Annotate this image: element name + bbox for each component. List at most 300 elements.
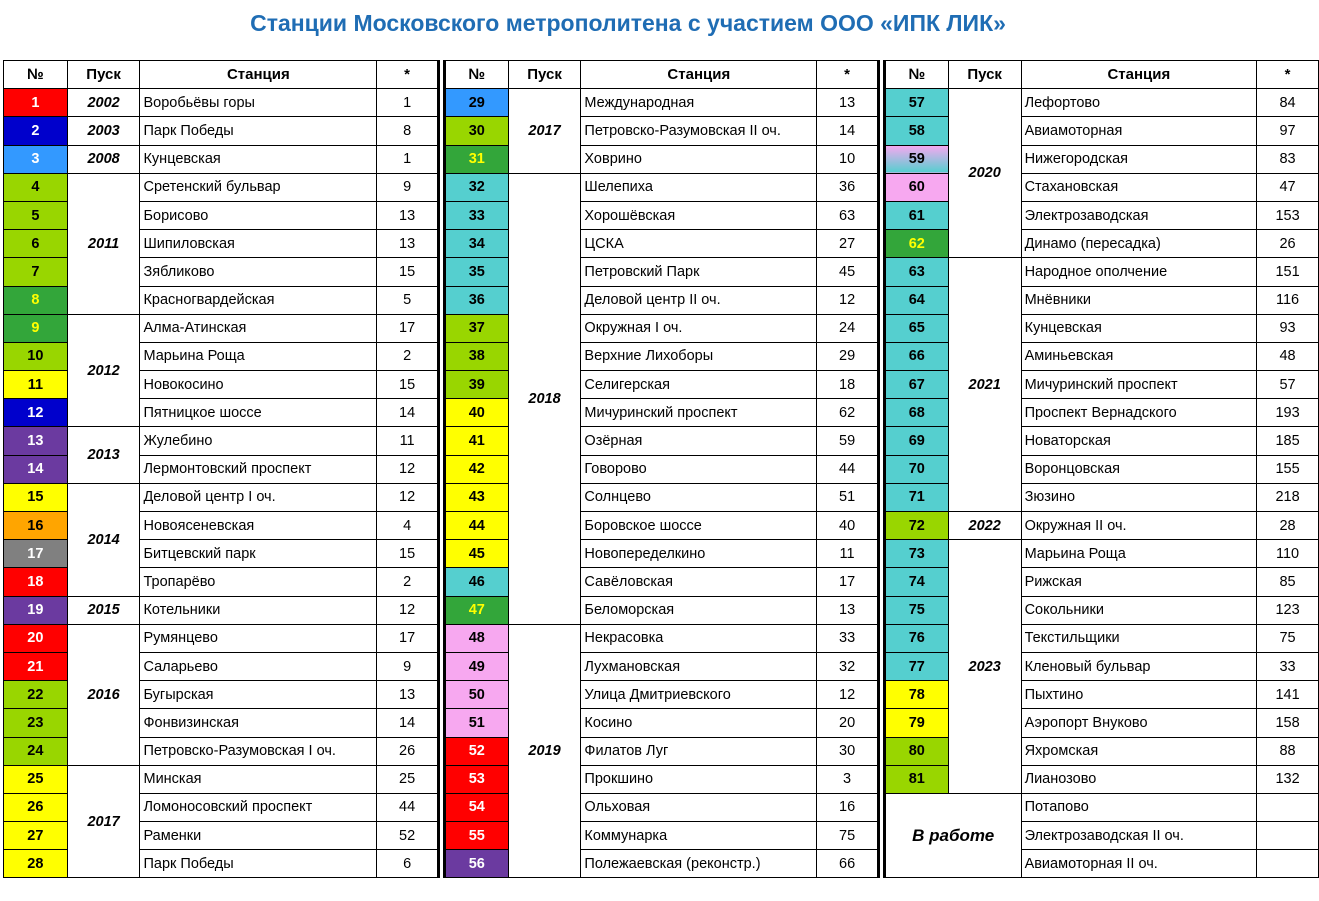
station-number: 71 (884, 483, 948, 511)
station-number: 45 (444, 540, 508, 568)
table-row (4, 371, 1319, 399)
station-name: Сокольники (1021, 596, 1257, 624)
station-name: Беломорская (581, 596, 817, 624)
station-name: Парк Победы (140, 850, 377, 878)
station-number: 29 (444, 89, 508, 117)
column-divider (878, 822, 884, 850)
station-name: Парк Победы (140, 117, 377, 145)
station-count: 17 (377, 624, 439, 652)
station-count: 30 (817, 737, 879, 765)
station-name: Кунцевская (140, 145, 377, 173)
station-name: Новоясеневская (140, 512, 377, 540)
table-row (4, 145, 1319, 173)
launch-year: 2013 (67, 427, 140, 483)
station-count: 8 (377, 117, 439, 145)
station-count: 13 (377, 230, 439, 258)
station-count: 83 (1257, 145, 1319, 173)
station-count: 218 (1257, 483, 1319, 511)
station-count: 33 (817, 624, 879, 652)
station-name: Ховрино (581, 145, 817, 173)
station-name: Хорошёвская (581, 201, 817, 229)
station-name: Электрозаводская (1021, 201, 1257, 229)
stations-table-wrap (3, 60, 1319, 878)
launch-year: 2023 (948, 540, 1021, 794)
launch-year: 2012 (67, 314, 140, 427)
station-number: 60 (884, 173, 948, 201)
station-number: 19 (4, 596, 68, 624)
station-name: Улица Дмитриевского (581, 681, 817, 709)
station-number: 53 (444, 765, 508, 793)
station-count: 12 (817, 286, 879, 314)
table-row (4, 342, 1319, 370)
station-name: Верхние Лихоборы (581, 342, 817, 370)
table-row (4, 201, 1319, 229)
station-number: 74 (884, 568, 948, 596)
station-name: ЦСКА (581, 230, 817, 258)
table-row (4, 286, 1319, 314)
table-row (4, 512, 1319, 540)
station-number: 80 (884, 737, 948, 765)
station-name: Бугырская (140, 681, 377, 709)
station-count: 110 (1257, 540, 1319, 568)
station-count: 25 (377, 765, 439, 793)
table-row (4, 399, 1319, 427)
station-name: Текстильщики (1021, 624, 1257, 652)
station-name: Раменки (140, 822, 377, 850)
station-name: Алма-Атинская (140, 314, 377, 342)
station-name: Косино (581, 709, 817, 737)
station-count: 123 (1257, 596, 1319, 624)
launch-year: 2008 (67, 145, 140, 173)
station-number: 25 (4, 765, 68, 793)
station-name: Филатов Луг (581, 737, 817, 765)
station-count: 45 (817, 258, 879, 286)
station-name: Стахановская (1021, 173, 1257, 201)
station-name: Авиамоторная (1021, 117, 1257, 145)
station-name: Окружная I оч. (581, 314, 817, 342)
station-number: 75 (884, 596, 948, 624)
station-count: 158 (1257, 709, 1319, 737)
station-number: 2 (4, 117, 68, 145)
station-name: Саларьево (140, 652, 377, 680)
station-name: Зябликово (140, 258, 377, 286)
station-number: 34 (444, 230, 508, 258)
station-number: 7 (4, 258, 68, 286)
station-count: 5 (377, 286, 439, 314)
header-num: № (4, 61, 68, 89)
station-number: 51 (444, 709, 508, 737)
station-name: Новаторская (1021, 427, 1257, 455)
station-number: 56 (444, 850, 508, 878)
station-number: 62 (884, 230, 948, 258)
station-name: Тропарёво (140, 568, 377, 596)
station-number: 26 (4, 793, 68, 821)
station-name: Коммунарка (581, 822, 817, 850)
station-number: 43 (444, 483, 508, 511)
station-number: 77 (884, 652, 948, 680)
table-row (4, 737, 1319, 765)
station-count: 14 (817, 117, 879, 145)
station-count (1257, 822, 1319, 850)
station-count (1257, 793, 1319, 821)
station-count: 2 (377, 568, 439, 596)
station-count: 13 (377, 201, 439, 229)
station-name: Сретенский бульвар (140, 173, 377, 201)
station-number: 6 (4, 230, 68, 258)
station-number: 50 (444, 681, 508, 709)
station-count: 29 (817, 342, 879, 370)
station-count: 4 (377, 512, 439, 540)
station-name: Аминьевская (1021, 342, 1257, 370)
station-number: 20 (4, 624, 68, 652)
table-row (4, 765, 1319, 793)
table-row (4, 117, 1319, 145)
station-count: 33 (1257, 652, 1319, 680)
station-number: 31 (444, 145, 508, 173)
station-count: 12 (817, 681, 879, 709)
header-station: Станция (140, 61, 377, 89)
launch-year: 2017 (508, 89, 581, 174)
table-row (4, 652, 1319, 680)
station-number: 5 (4, 201, 68, 229)
station-number: 64 (884, 286, 948, 314)
station-number: 73 (884, 540, 948, 568)
table-row (4, 793, 1319, 821)
station-number: 76 (884, 624, 948, 652)
station-number: 18 (4, 568, 68, 596)
station-count: 14 (377, 399, 439, 427)
station-name: Лефортово (1021, 89, 1257, 117)
station-number: 23 (4, 709, 68, 737)
station-name: Народное ополчение (1021, 258, 1257, 286)
station-number: 24 (4, 737, 68, 765)
table-row (4, 483, 1319, 511)
station-name: Савёловская (581, 568, 817, 596)
station-count: 13 (817, 596, 879, 624)
station-name: Лухмановская (581, 652, 817, 680)
header-year: Пуск (948, 61, 1021, 89)
station-name: Некрасовка (581, 624, 817, 652)
station-name: Селигерская (581, 371, 817, 399)
station-number: 27 (4, 822, 68, 850)
station-number: 78 (884, 681, 948, 709)
station-number: 65 (884, 314, 948, 342)
station-count: 57 (1257, 371, 1319, 399)
station-number: 59 (884, 145, 948, 173)
station-number: 14 (4, 455, 68, 483)
table-row (4, 624, 1319, 652)
station-name: Полежаевская (реконстр.) (581, 850, 817, 878)
station-count: 153 (1257, 201, 1319, 229)
station-number: 40 (444, 399, 508, 427)
station-name: Шелепиха (581, 173, 817, 201)
station-number: 28 (4, 850, 68, 878)
table-row (4, 230, 1319, 258)
station-count: 75 (817, 822, 879, 850)
station-number: 47 (444, 596, 508, 624)
table-body (4, 89, 1319, 878)
station-name: Новопеределкино (581, 540, 817, 568)
station-name: Лианозово (1021, 765, 1257, 793)
station-number: 9 (4, 314, 68, 342)
station-number: 81 (884, 765, 948, 793)
station-count: 14 (377, 709, 439, 737)
station-name: Боровское шоссе (581, 512, 817, 540)
station-count: 151 (1257, 258, 1319, 286)
station-number: 61 (884, 201, 948, 229)
station-number: 57 (884, 89, 948, 117)
station-count: 66 (817, 850, 879, 878)
station-name: Динамо (пересадка) (1021, 230, 1257, 258)
station-number: 37 (444, 314, 508, 342)
station-number: 49 (444, 652, 508, 680)
station-count: 1 (377, 145, 439, 173)
station-count: 185 (1257, 427, 1319, 455)
station-name: Деловой центр I оч. (140, 483, 377, 511)
station-count: 47 (1257, 173, 1319, 201)
station-name: Котельники (140, 596, 377, 624)
station-number: 35 (444, 258, 508, 286)
station-name: Марьина Роща (140, 342, 377, 370)
station-name: Лермонтовский проспект (140, 455, 377, 483)
launch-year: 2011 (67, 173, 140, 314)
station-count: 20 (817, 709, 879, 737)
header-num: № (444, 61, 508, 89)
station-number: 72 (884, 512, 948, 540)
header-station: Станция (1021, 61, 1257, 89)
launch-year: 2002 (67, 89, 140, 117)
station-count: 132 (1257, 765, 1319, 793)
station-name: Воронцовская (1021, 455, 1257, 483)
station-name: Электрозаводская II оч. (1021, 822, 1257, 850)
station-name: Окружная II оч. (1021, 512, 1257, 540)
table-row (4, 427, 1319, 455)
station-name: Рижская (1021, 568, 1257, 596)
station-count: 15 (377, 540, 439, 568)
station-name: Жулебино (140, 427, 377, 455)
header-count: * (817, 61, 879, 89)
station-count: 51 (817, 483, 879, 511)
station-count: 1 (377, 89, 439, 117)
header-num: № (884, 61, 948, 89)
header-station: Станция (581, 61, 817, 89)
station-number: 48 (444, 624, 508, 652)
station-count: 6 (377, 850, 439, 878)
station-count: 48 (1257, 342, 1319, 370)
station-name: Авиамоторная II оч. (1021, 850, 1257, 878)
station-number: 30 (444, 117, 508, 145)
station-name: Пыхтино (1021, 681, 1257, 709)
station-count: 10 (817, 145, 879, 173)
station-number: 55 (444, 822, 508, 850)
station-number: 1 (4, 89, 68, 117)
station-count: 84 (1257, 89, 1319, 117)
table-row (4, 314, 1319, 342)
station-name: Петровский Парк (581, 258, 817, 286)
station-number: 11 (4, 371, 68, 399)
station-name: Мичуринский проспект (1021, 371, 1257, 399)
station-count: 75 (1257, 624, 1319, 652)
station-count: 36 (817, 173, 879, 201)
station-number: 42 (444, 455, 508, 483)
station-number: 15 (4, 483, 68, 511)
station-count: 9 (377, 173, 439, 201)
station-name: Мнёвники (1021, 286, 1257, 314)
station-count: 116 (1257, 286, 1319, 314)
station-name: Аэропорт Внуково (1021, 709, 1257, 737)
header-count: * (1257, 61, 1319, 89)
station-number: 32 (444, 173, 508, 201)
station-count: 26 (1257, 230, 1319, 258)
station-name: Нижегородская (1021, 145, 1257, 173)
station-number: 4 (4, 173, 68, 201)
table-row (4, 681, 1319, 709)
station-number: 46 (444, 568, 508, 596)
station-count: 12 (377, 455, 439, 483)
station-number: 69 (884, 427, 948, 455)
station-count: 27 (817, 230, 879, 258)
station-count: 9 (377, 652, 439, 680)
table-row (4, 89, 1319, 117)
launch-year: 2015 (67, 596, 140, 624)
station-count: 40 (817, 512, 879, 540)
station-number: 21 (4, 652, 68, 680)
station-count: 24 (817, 314, 879, 342)
station-count: 17 (817, 568, 879, 596)
station-name: Ольховая (581, 793, 817, 821)
station-name: Красногвардейская (140, 286, 377, 314)
station-name: Петровско-Разумовская II оч. (581, 117, 817, 145)
station-number: 70 (884, 455, 948, 483)
station-count: 32 (817, 652, 879, 680)
table-row (4, 540, 1319, 568)
station-name: Борисово (140, 201, 377, 229)
header-count: * (377, 61, 439, 89)
station-count: 88 (1257, 737, 1319, 765)
launch-year: 2019 (508, 624, 581, 878)
station-name: Деловой центр II оч. (581, 286, 817, 314)
station-count: 28 (1257, 512, 1319, 540)
station-number: 39 (444, 371, 508, 399)
station-name: Пятницкое шоссе (140, 399, 377, 427)
launch-year: 2017 (67, 765, 140, 878)
station-number: 10 (4, 342, 68, 370)
station-count: 15 (377, 371, 439, 399)
station-name: Зюзино (1021, 483, 1257, 511)
station-count: 63 (817, 201, 879, 229)
station-count: 155 (1257, 455, 1319, 483)
launch-year: 2018 (508, 173, 581, 624)
station-name: Минская (140, 765, 377, 793)
station-count: 11 (817, 540, 879, 568)
launch-year: 2021 (948, 258, 1021, 512)
stations-table (3, 60, 1319, 878)
station-name: Марьина Роща (1021, 540, 1257, 568)
station-count: 141 (1257, 681, 1319, 709)
station-number: 44 (444, 512, 508, 540)
station-count: 59 (817, 427, 879, 455)
station-count: 62 (817, 399, 879, 427)
station-name: Кунцевская (1021, 314, 1257, 342)
station-number: 33 (444, 201, 508, 229)
station-count: 12 (377, 596, 439, 624)
station-name: Кленовый бульвар (1021, 652, 1257, 680)
station-count: 17 (377, 314, 439, 342)
station-name: Мичуринский проспект (581, 399, 817, 427)
station-count: 85 (1257, 568, 1319, 596)
station-count: 93 (1257, 314, 1319, 342)
station-name: Шипиловская (140, 230, 377, 258)
station-name: Фонвизинская (140, 709, 377, 737)
table-row (4, 596, 1319, 624)
station-count: 13 (817, 89, 879, 117)
station-number: 12 (4, 399, 68, 427)
station-name: Озёрная (581, 427, 817, 455)
station-name: Проспект Вернадского (1021, 399, 1257, 427)
header-row (4, 61, 1319, 89)
header-year: Пуск (508, 61, 581, 89)
station-number: 8 (4, 286, 68, 314)
station-name: Петровско-Разумовская I оч. (140, 737, 377, 765)
station-number: 3 (4, 145, 68, 173)
station-name: Ломоносовский проспект (140, 793, 377, 821)
station-number: 41 (444, 427, 508, 455)
station-count: 26 (377, 737, 439, 765)
station-count: 18 (817, 371, 879, 399)
launch-year: 2016 (67, 624, 140, 765)
station-count: 16 (817, 793, 879, 821)
launch-year: В работе (884, 793, 1021, 878)
station-number: 16 (4, 512, 68, 540)
station-name: Битцевский парк (140, 540, 377, 568)
station-name: Потапово (1021, 793, 1257, 821)
launch-year: 2003 (67, 117, 140, 145)
table-row (4, 258, 1319, 286)
station-name: Говорово (581, 455, 817, 483)
station-name: Яхромская (1021, 737, 1257, 765)
table-row (4, 568, 1319, 596)
station-count: 13 (377, 681, 439, 709)
station-number: 54 (444, 793, 508, 821)
station-number: 58 (884, 117, 948, 145)
column-divider (878, 850, 884, 878)
page-title: Станции Московского метрополитена с участием ООО «ИПК ЛИК» (250, 10, 1006, 36)
station-name: Солнцево (581, 483, 817, 511)
launch-year: 2020 (948, 89, 1021, 258)
launch-year: 2014 (67, 483, 140, 596)
station-count: 97 (1257, 117, 1319, 145)
station-name: Прокшино (581, 765, 817, 793)
station-number: 68 (884, 399, 948, 427)
table-row (4, 173, 1319, 201)
table-row (4, 822, 1319, 850)
station-name: Новокосино (140, 371, 377, 399)
station-count: 193 (1257, 399, 1319, 427)
station-number: 13 (4, 427, 68, 455)
station-number: 67 (884, 371, 948, 399)
station-number: 36 (444, 286, 508, 314)
station-name: Воробьёвы горы (140, 89, 377, 117)
station-number: 22 (4, 681, 68, 709)
station-count: 2 (377, 342, 439, 370)
station-count: 3 (817, 765, 879, 793)
launch-year: 2022 (948, 512, 1021, 540)
table-row (4, 709, 1319, 737)
station-count: 44 (377, 793, 439, 821)
station-number: 66 (884, 342, 948, 370)
station-name: Румянцево (140, 624, 377, 652)
station-number: 79 (884, 709, 948, 737)
